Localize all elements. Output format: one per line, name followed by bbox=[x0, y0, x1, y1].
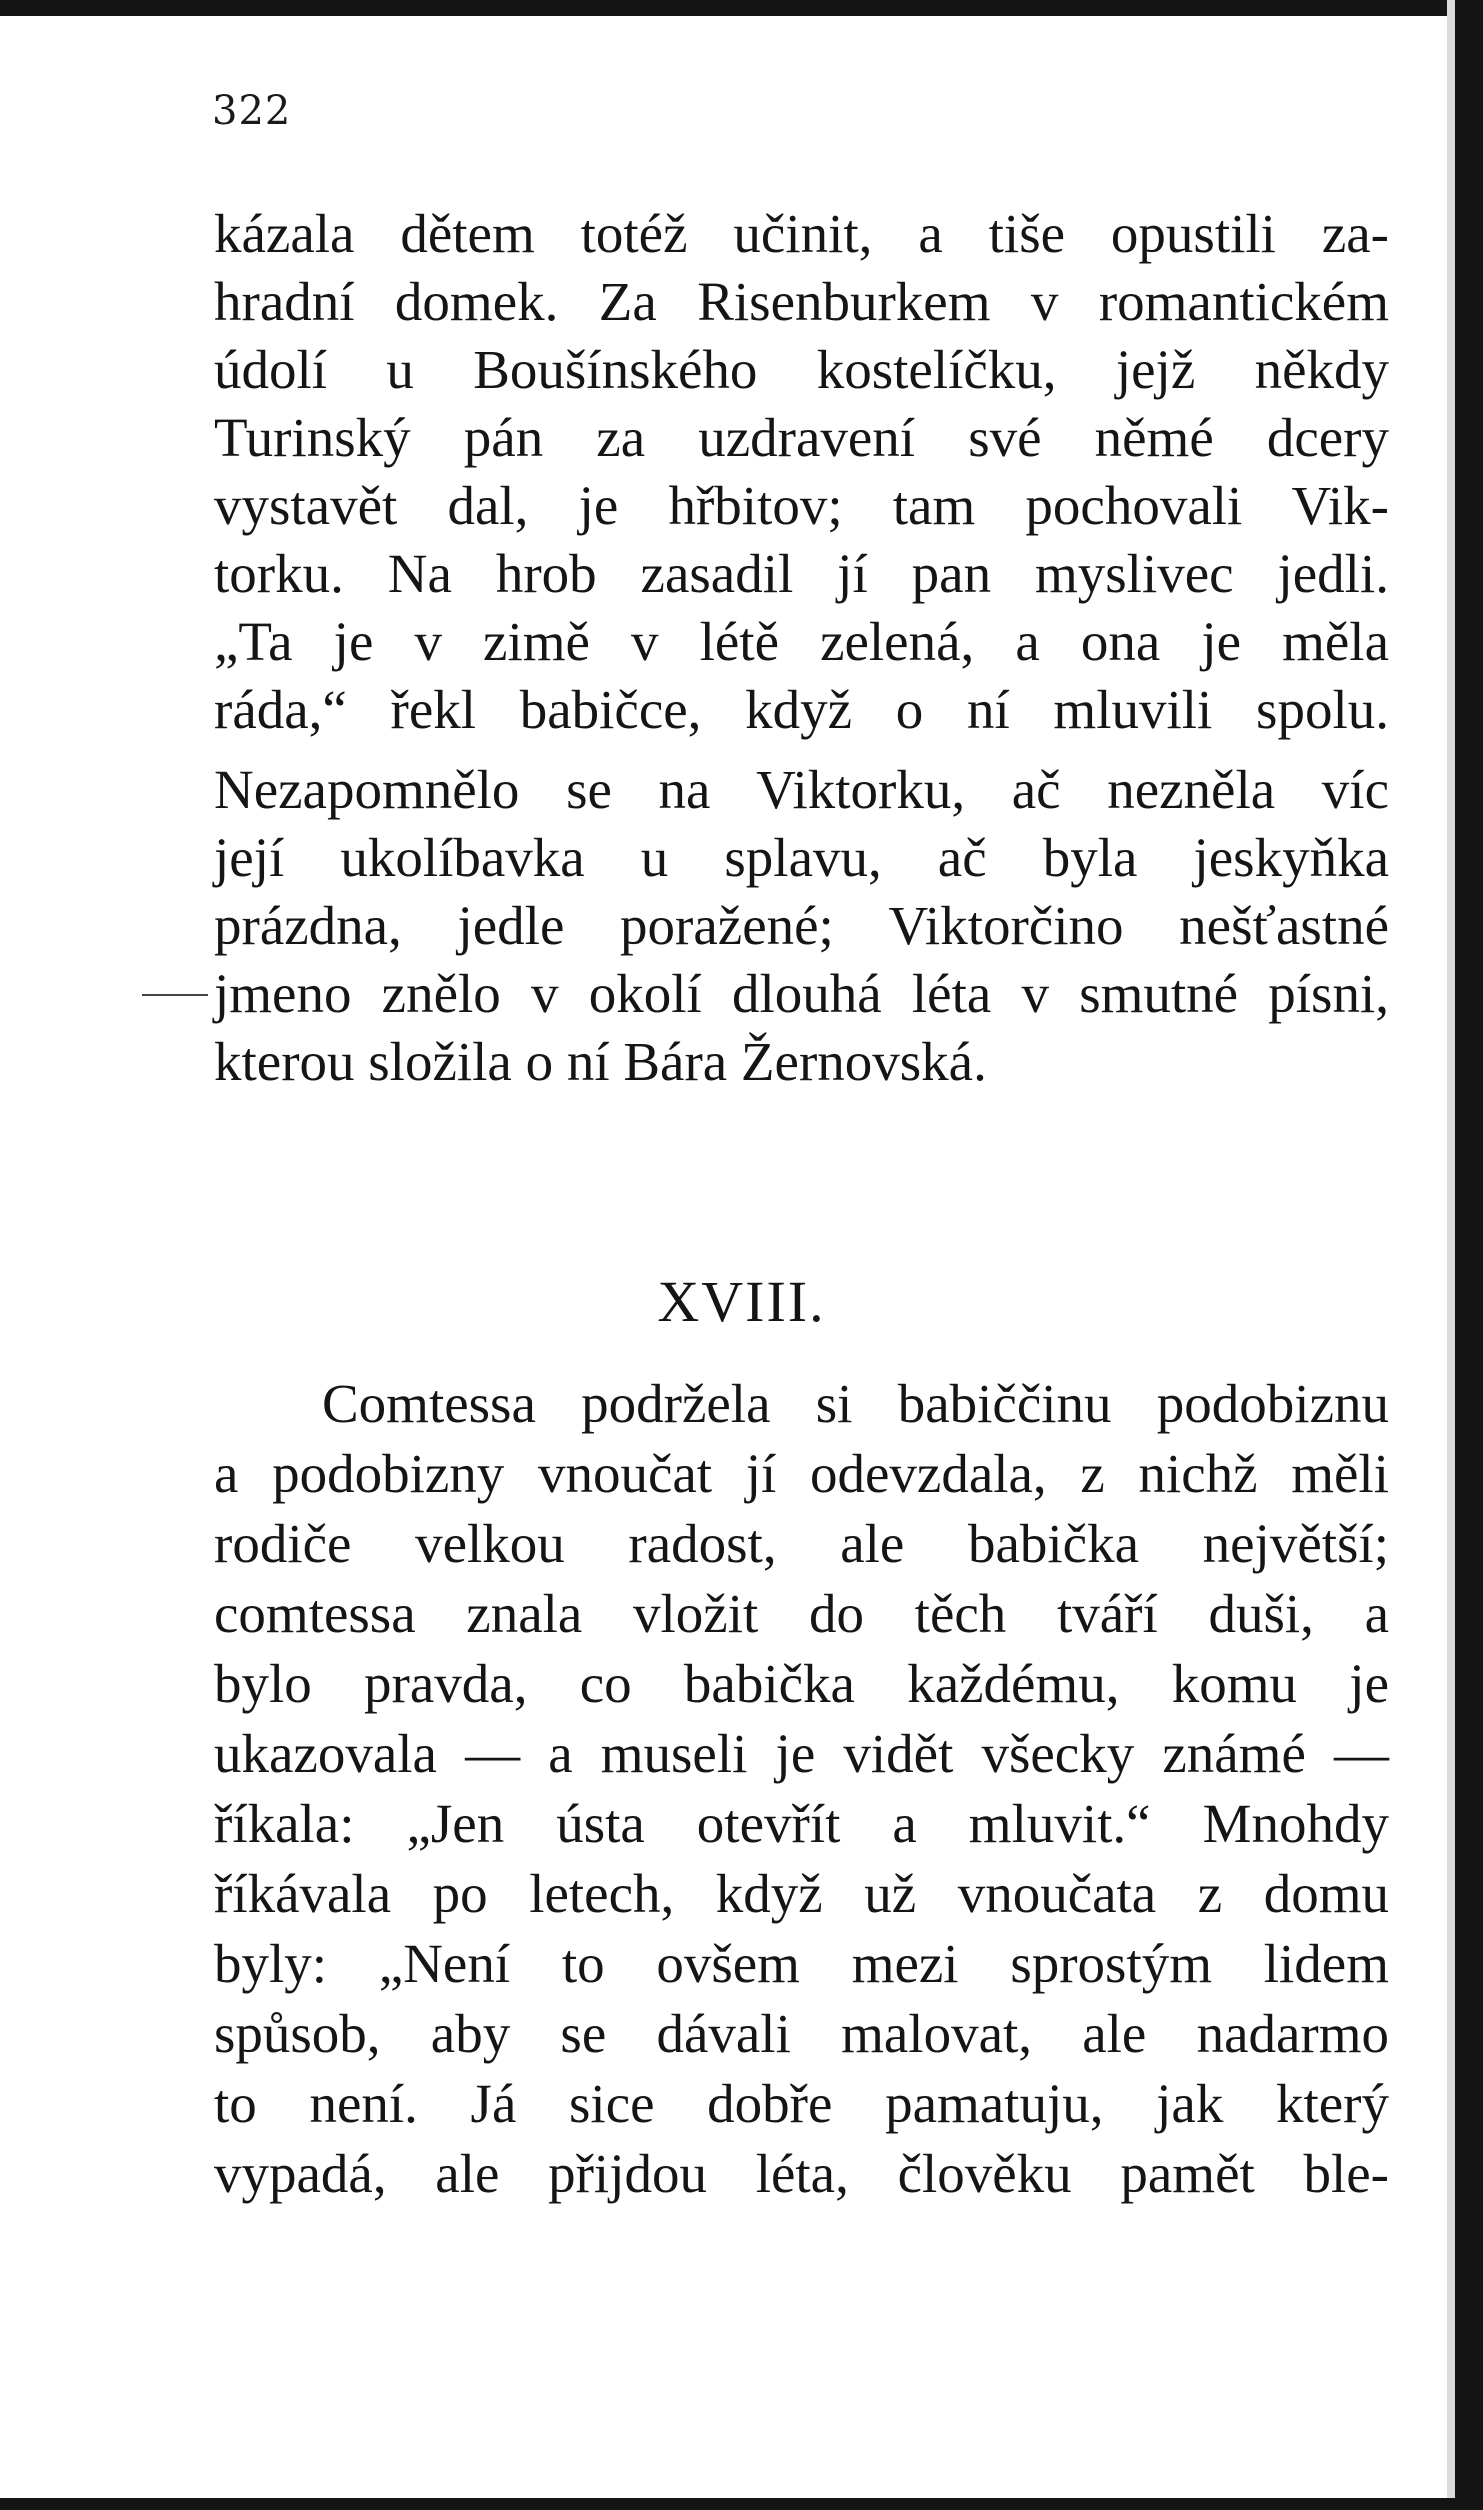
scan-border-right bbox=[1455, 0, 1483, 2510]
text-line: Nezapomnělo se na Viktorku, ač nezněla víc bbox=[214, 759, 1389, 820]
text-line: údolí u Boušínského kostelíčku, jejž někdy bbox=[214, 339, 1389, 400]
page-edge-shadow bbox=[1447, 0, 1455, 2510]
scan-border-bottom bbox=[0, 2498, 1483, 2510]
text-line: vypadá, ale přijdou léta, člověku pamět ble- bbox=[214, 2143, 1389, 2204]
margin-dash-mark bbox=[142, 994, 208, 996]
text-line: ráda,“ řekl babičce, když o ní mluvili spolu. bbox=[214, 679, 1389, 740]
text-line: bylo pravda, co babička každému, komu je bbox=[214, 1653, 1389, 1714]
text-line: a podobizny vnoučat jí odevzdala, z nichž měli bbox=[214, 1443, 1389, 1504]
text-line: Comtessa podržela si babiččinu podobiznu bbox=[322, 1373, 1389, 1434]
text-line: říkala: „Jen ústa otevřít a mluvit.“ Mnohdy bbox=[214, 1793, 1389, 1854]
text-line: rodiče velkou radost, ale babička největší; bbox=[214, 1513, 1389, 1574]
text-line: říkávala po letech, když už vnoučata z domu bbox=[214, 1863, 1389, 1924]
text-line: kterou složila o ní Bára Žernovská. bbox=[214, 1031, 987, 1092]
text-line: jmeno znělo v okolí dlouhá léta v smutné písni, bbox=[214, 963, 1389, 1024]
text-line: kázala dětem totéž učinit, a tiše opustili za- bbox=[214, 203, 1389, 264]
text-line: hradní domek. Za Risenburkem v romantickém bbox=[214, 271, 1389, 332]
text-line: vystavět dal, je hřbitov; tam pochovali Vik- bbox=[214, 475, 1389, 536]
scan-border-top bbox=[0, 0, 1483, 16]
text-line: ukazovala — a museli je vidět všecky známé — bbox=[214, 1723, 1389, 1784]
page-number: 322 bbox=[212, 88, 292, 134]
chapter-heading: XVIII. bbox=[657, 1269, 826, 1334]
text-line: prázdna, jedle poražené; Viktorčino nešťastné bbox=[214, 895, 1389, 956]
text-line: její ukolíbavka u splavu, ač byla jeskyňka bbox=[214, 827, 1389, 888]
text-line: spůsob, aby se dávali malovat, ale nadarmo bbox=[214, 2003, 1389, 2064]
text-line: torku. Na hrob zasadil jí pan myslivec jedli. bbox=[214, 543, 1389, 604]
text-line: byly: „Není to ovšem mezi sprostým lidem bbox=[214, 1933, 1389, 1994]
text-line: to není. Já sice dobře pamatuju, jak který bbox=[214, 2073, 1389, 2134]
text-line: Turinský pán za uzdravení své němé dcery bbox=[214, 407, 1389, 468]
text-line: „Ta je v zimě v létě zelená, a ona je měla bbox=[214, 611, 1389, 672]
text-line: comtessa znala vložit do těch tváří duši, a bbox=[214, 1583, 1389, 1644]
